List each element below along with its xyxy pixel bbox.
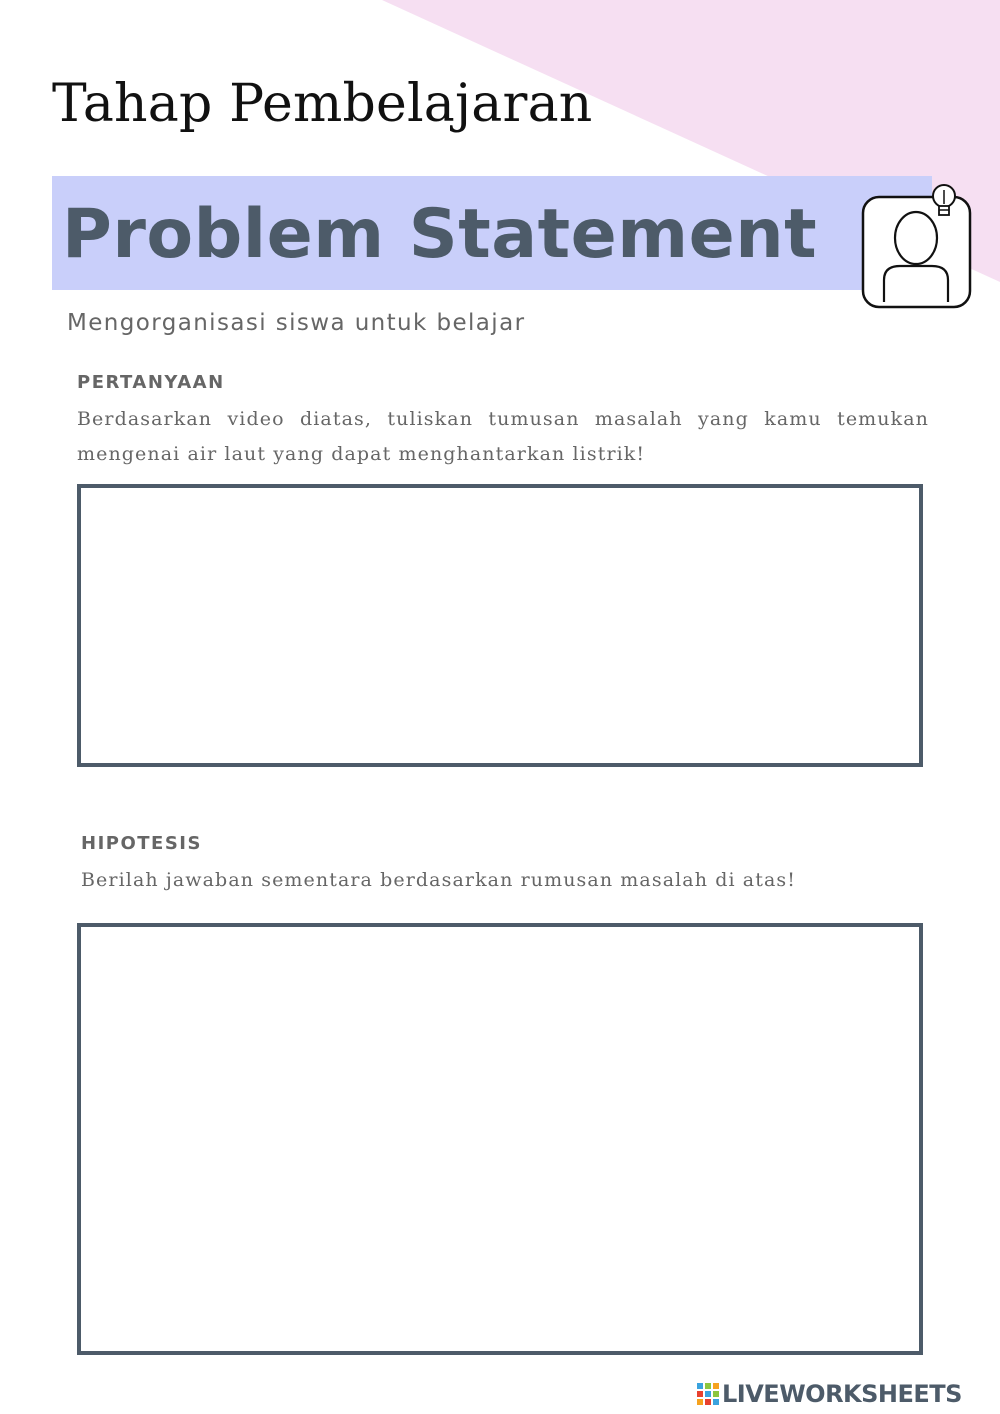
pertanyaan-prompt: Berdasarkan video diatas, tuliskan tumusan masalah yang kamu temukan mengenai air laut yang dapat menghantarkan listrik!: [77, 408, 929, 465]
hipotesis-answer-box[interactable]: [77, 923, 923, 1355]
subtitle: Mengorganisasi siswa untuk belajar: [67, 310, 526, 336]
person-lightbulb-icon: [860, 182, 976, 312]
liveworksheets-logo[interactable]: [697, 1380, 962, 1408]
banner: [52, 176, 932, 290]
pertanyaan-answer-box[interactable]: [77, 484, 923, 767]
hipotesis-heading: HIPOTESIS: [81, 833, 202, 854]
pertanyaan-heading: PERTANYAAN: [77, 372, 225, 393]
liveworksheets-logo-icon: [697, 1383, 719, 1405]
hipotesis-prompt: Berilah jawaban sementara berdasarkan rumusan masalah di atas!: [81, 869, 796, 891]
banner-title: Problem Statement: [62, 195, 818, 274]
liveworksheets-logo-text: LIVEWORKSHEETS: [722, 1380, 962, 1408]
page-title: Tahap Pembelajaran: [52, 74, 593, 134]
